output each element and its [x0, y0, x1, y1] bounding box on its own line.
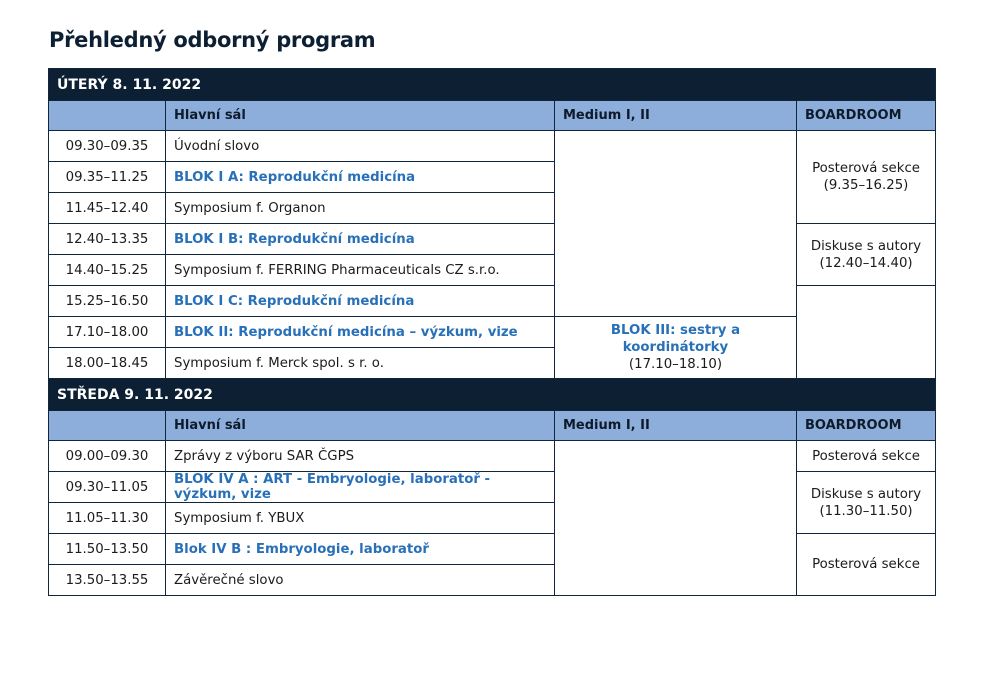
poster-section-label: Posterová sekce — [812, 161, 920, 176]
session-time: 11.05–11.30 — [49, 503, 166, 534]
day-header-row — [49, 379, 936, 411]
poster-section-label: Posterová sekce — [812, 557, 920, 572]
table-row — [49, 534, 936, 565]
poster-section-cell — [797, 534, 936, 596]
page-title: Přehledný odborný program — [49, 28, 376, 52]
time-column-header — [49, 101, 166, 131]
table-row — [49, 224, 936, 255]
table-row — [49, 441, 936, 472]
session-time: 13.50–13.55 — [49, 565, 166, 596]
session-time: 18.00–18.45 — [49, 348, 166, 379]
medium-empty-cell — [555, 131, 797, 317]
session-title: Úvodní slovo — [166, 131, 555, 162]
session-title: Symposium f. Merck spol. s r. o. — [166, 348, 555, 379]
hall-column-header: Hlavní sál — [166, 101, 555, 131]
column-header-row — [49, 101, 936, 131]
block-title: BLOK II: Reprodukční medicína – výzkum, vize — [166, 317, 555, 348]
session-time: 11.50–13.50 — [49, 534, 166, 565]
block-title: BLOK I B: Reprodukční medicína — [166, 224, 555, 255]
block-title: Blok IV B : Embryologie, laboratoř — [166, 534, 555, 565]
session-time: 17.10–18.00 — [49, 317, 166, 348]
block-title: BLOK I A: Reprodukční medicína — [166, 162, 555, 193]
medium-empty-cell — [555, 441, 797, 596]
table-row — [49, 472, 936, 503]
author-discussion-time: (12.40–14.40) — [819, 255, 913, 271]
day-header-row — [49, 69, 936, 101]
boardroom-column-header: BOARDROOM — [797, 101, 936, 131]
author-discussion-cell — [797, 472, 936, 534]
author-discussion-label: Diskuse s autory — [810, 486, 922, 502]
session-time: 14.40–15.25 — [49, 255, 166, 286]
session-time: 09.35–11.25 — [49, 162, 166, 193]
session-time: 15.25–16.50 — [49, 286, 166, 317]
session-time: 09.30–09.35 — [49, 131, 166, 162]
day-label: STŘEDA 9. 11. 2022 — [49, 379, 936, 411]
session-title: Symposium f. YBUX — [166, 503, 555, 534]
hall-column-header: Hlavní sál — [166, 411, 555, 441]
boardroom-column-header: BOARDROOM — [797, 411, 936, 441]
block-title: BLOK I C: Reprodukční medicína — [166, 286, 555, 317]
table-row — [49, 286, 936, 317]
session-time: 09.00–09.30 — [49, 441, 166, 472]
session-time: 12.40–13.35 — [49, 224, 166, 255]
poster-section-cell — [797, 131, 936, 224]
session-time: 09.30–11.05 — [49, 472, 166, 503]
block-title: BLOK IV A : ART - Embryologie, laboratoř - výzkum, vize — [166, 472, 555, 503]
poster-section-label: Posterová sekce — [812, 448, 920, 464]
session-title: Zprávy z výboru SAR ČGPS — [166, 441, 555, 472]
session-title: Symposium f. FERRING Pharmaceuticals CZ s.r.o. — [166, 255, 555, 286]
medium-block-cell — [555, 317, 797, 379]
poster-section-time: (9.35–16.25) — [823, 178, 909, 193]
session-title: Symposium f. Organon — [166, 193, 555, 224]
program-table — [48, 68, 936, 596]
boardroom-empty-cell — [797, 286, 936, 379]
medium-block-time: (17.10–18.10) — [628, 357, 723, 372]
medium-column-header: Medium I, II — [555, 101, 797, 131]
author-discussion-cell — [797, 224, 936, 286]
poster-section-cell — [797, 441, 936, 472]
medium-block-title: BLOK III: sestry a koordinátorky — [610, 323, 741, 355]
time-column-header — [49, 411, 166, 441]
author-discussion-label: Diskuse s autory — [810, 238, 922, 254]
medium-column-header: Medium I, II — [555, 411, 797, 441]
day-label: ÚTERÝ 8. 11. 2022 — [49, 69, 936, 101]
author-discussion-time: (11.30–11.50) — [819, 503, 913, 519]
session-time: 11.45–12.40 — [49, 193, 166, 224]
table-row — [49, 131, 936, 162]
column-header-row — [49, 411, 936, 441]
session-title: Závěrečné slovo — [166, 565, 555, 596]
